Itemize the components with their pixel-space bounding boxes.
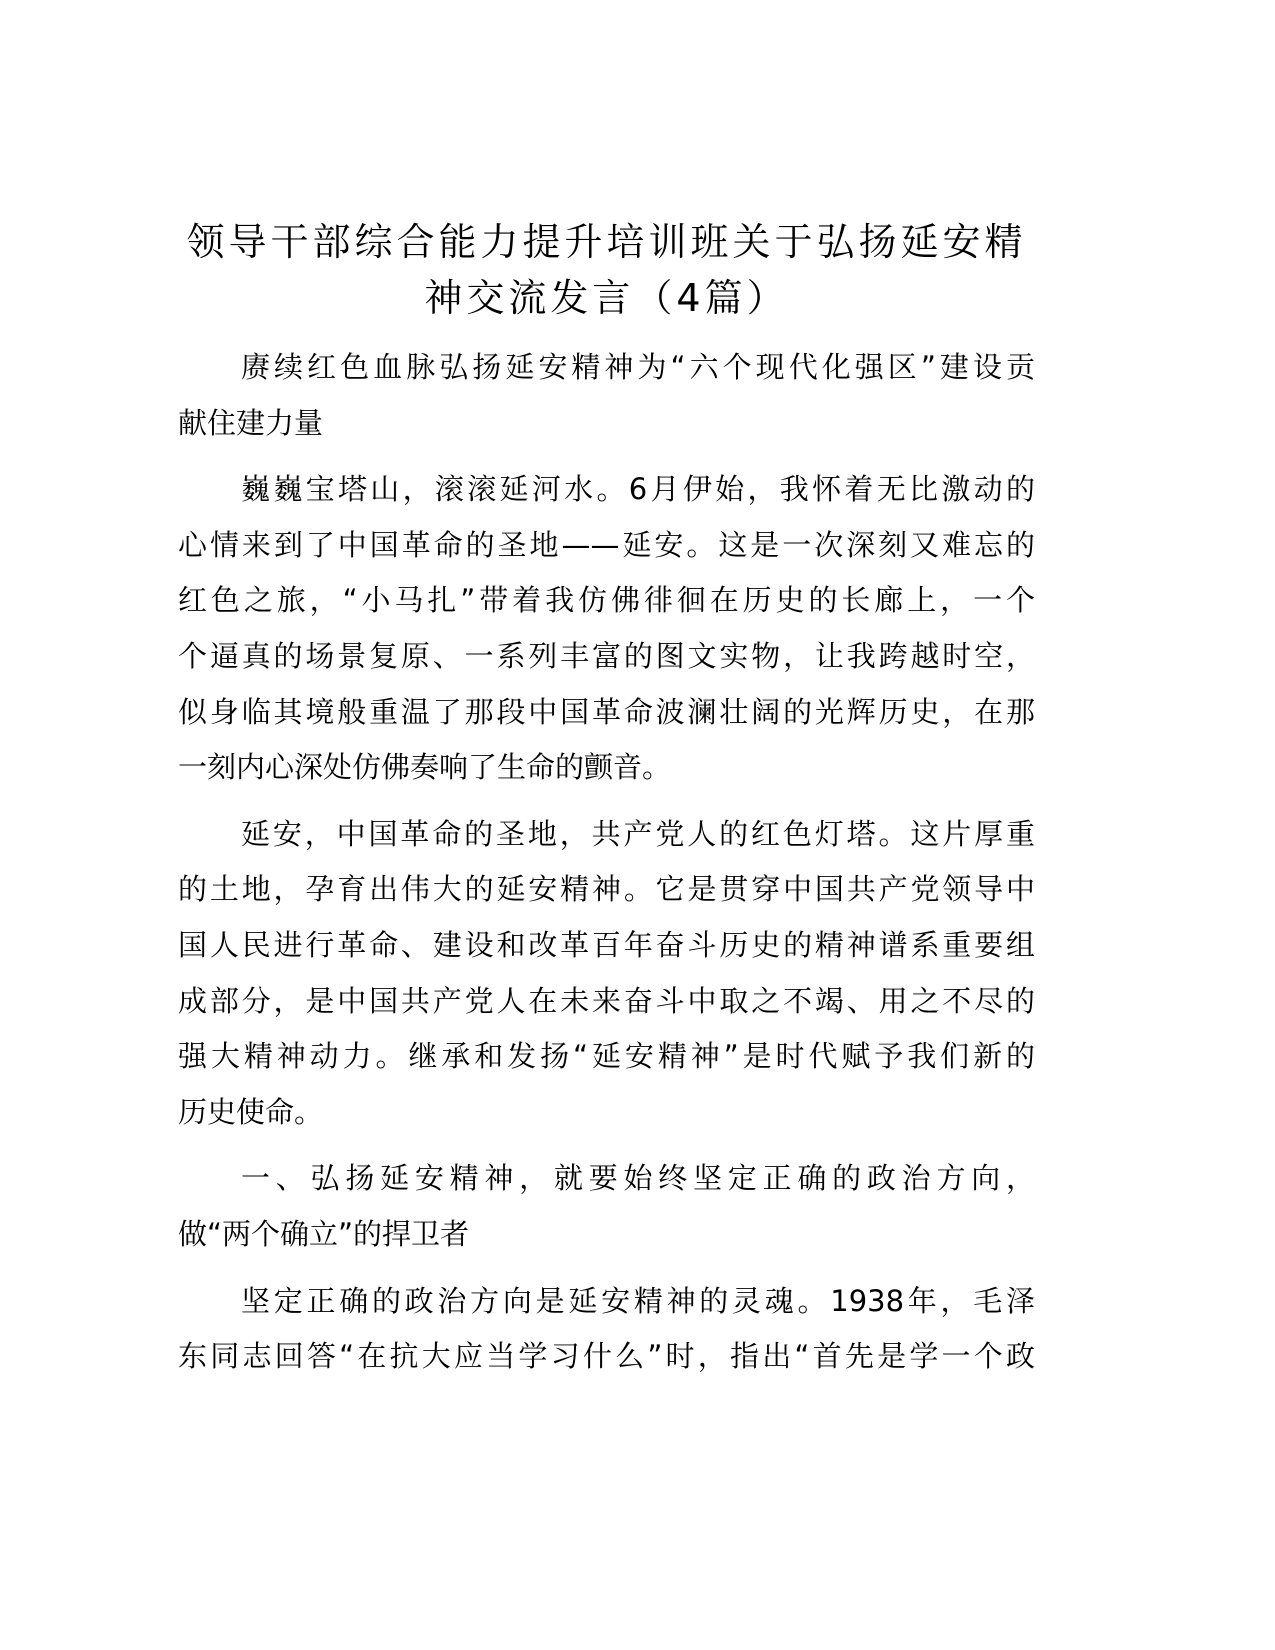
paragraph (178, 807, 1035, 1141)
paragraph-line: 历史使命。 (178, 1094, 324, 1129)
paragraph (178, 462, 1035, 796)
paragraph-line: 似身临其境般重温了那段中国革命波澜壮阔的光辉历史，在那 (178, 694, 1035, 729)
document-title (178, 214, 1035, 326)
paragraph-line: 强大精神动力。继承和发扬“延安精神”是时代赋予我们新的 (178, 1039, 1035, 1074)
paragraph-line: 做“两个确立”的捍卫者 (178, 1216, 470, 1251)
paragraph-line: 一刻内心深处仿佛奏响了生命的颤音。 (178, 750, 672, 785)
paragraph-line: 国人民进行革命、建设和改革百年奋斗历史的精神谱系重要组 (178, 927, 1035, 962)
paragraph-line: 一、弘扬延安精神，就要始终坚定正确的政治方向， (241, 1161, 1035, 1196)
document-body (178, 340, 1035, 1396)
paragraph-line: 献住建力量 (178, 405, 324, 440)
paragraph (178, 1274, 1035, 1385)
title-line: 神交流发言（4篇） (424, 276, 789, 320)
paragraph-line: 赓续红色血脉弘扬延安精神为“六个现代化强区”建设贡 (241, 350, 1035, 384)
paragraph-line: 东同志回答“在抗大应当学习什么”时，指出“首先是学一个政 (178, 1339, 1035, 1374)
paragraph-line: 延安，中国革命的圣地，共产党人的红色灯塔。这片厚重 (241, 816, 1035, 851)
title-line: 领导干部综合能力提升培训班关于弘扬延安精 (186, 220, 1027, 264)
paragraph (178, 1151, 1035, 1262)
paragraph-line: 成部分，是中国共产党人在未来奋斗中取之不竭、用之不尽的 (178, 983, 1035, 1018)
paragraph-line: 心情来到了中国革命的圣地——延安。这是一次深刻又难忘的 (178, 527, 1035, 562)
paragraph-line: 巍巍宝塔山，滚滚延河水。6月伊始，我怀着无比激动的 (241, 472, 1035, 507)
paragraph-line: 红色之旅，“小马扎”带着我仿佛徘徊在历史的长廊上，一个 (178, 583, 1035, 618)
paragraph-line: 个逼真的场景复原、一系列丰富的图文实物，让我跨越时空， (178, 638, 1035, 673)
paragraph-line: 坚定正确的政治方向是延安精神的灵魂。1938年，毛泽 (241, 1283, 1035, 1318)
paragraph-line: 的土地，孕育出伟大的延安精神。它是贯穿中国共产党领导中 (178, 872, 1035, 907)
paragraph (178, 340, 1035, 451)
